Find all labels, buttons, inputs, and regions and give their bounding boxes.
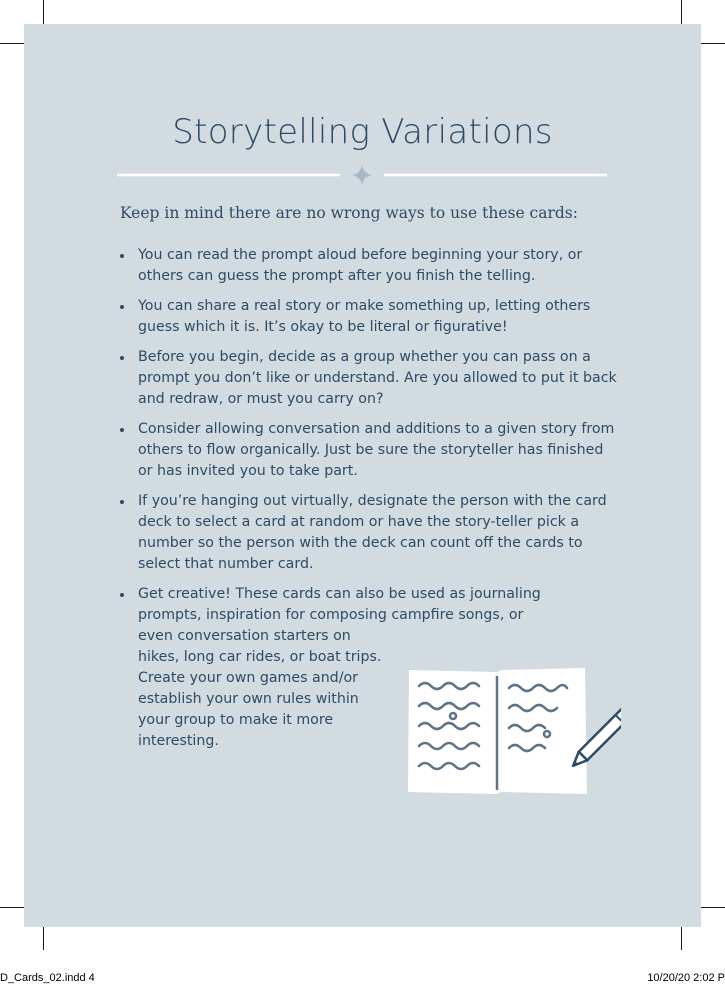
list-item	[118, 584, 541, 752]
last-bullet-wide: Get creative! These cards can also be used as journaling prompts, inspiration for composing campfire songs, or	[138, 586, 541, 623]
list-item: Before you begin, decide as a group whether you can pass on a prompt you don’t like or understand. Are you allowed to put it back and redraw, or must you carry on?	[118, 347, 618, 410]
sparkle-icon	[352, 165, 372, 185]
list-item: You can share a real story or make something up, letting others guess which it is. It’s okay to be literal or figurative!	[118, 296, 618, 338]
slug-timestamp: 10/20/20 2:02 P	[647, 972, 725, 984]
title-divider	[117, 163, 607, 187]
page-title: Storytelling Variations	[172, 112, 553, 152]
intro-text: Keep in mind there are no wrong ways to use these cards:	[120, 204, 578, 222]
list-item: Consider allowing conversation and additions to a given story from others to flow organically. Just be sure the storyteller has finished or has invited you to take part.	[118, 419, 618, 482]
slug-filename: D_Cards_02.indd 4	[0, 972, 95, 984]
list-item: If you’re hanging out virtually, designate the person with the card deck to select a card at random or have the story-teller pick a number so the person with the deck can count off the cards to select that number card.	[118, 491, 618, 575]
notebook-pencil-icon	[405, 664, 621, 800]
last-bullet-narrow: even conversation starters on hikes, long car rides, or boat trips. Create your own games and/or establish your own rules within your group to make it more interesting.	[138, 628, 382, 749]
list-item: You can read the prompt aloud before beginning your story, or others can guess the prompt after you finish the telling.	[118, 245, 618, 287]
